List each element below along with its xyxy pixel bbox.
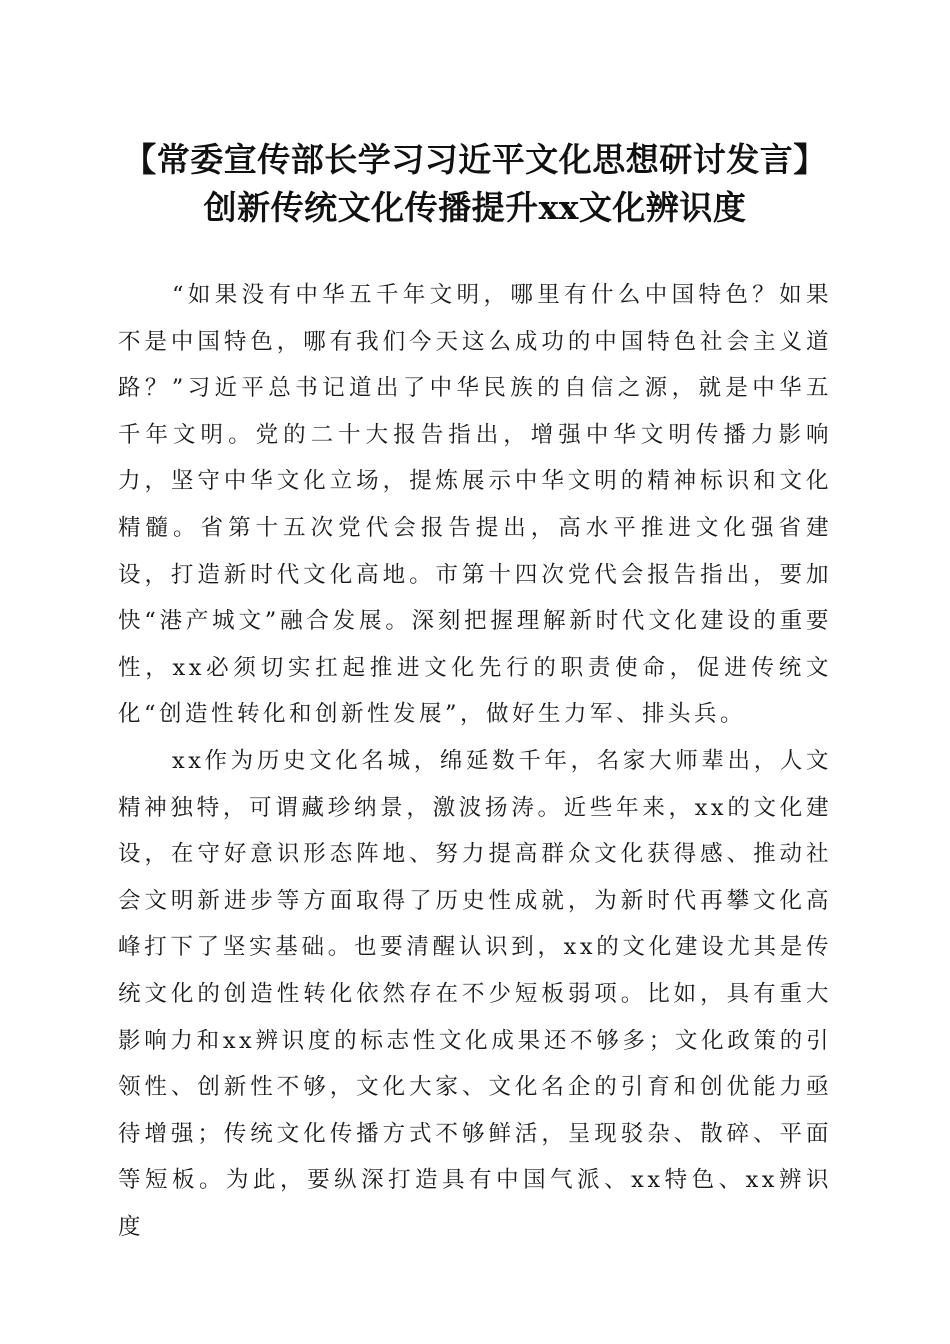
paragraph-1: “如果没有中华五千年文明，哪里有什么中国特色？如果不是中国特色，哪有我们今天这么成功的中国特色社会主义道路？”习近平总书记道出了中华民族的自信之源，就是中华五千年文明。党的二十大报告指出，增强中华文明传播力影响力，坚守中华文化立场，提炼展示中华文明的精神标识和文化精髓。省第十五次党代会报告提出，高水平推进文化强省建设，打造新时代文化高地。市第十四次党代会报告指出，要加快“港产城文”融合发展。深刻把握理解新时代文化建设的重要性，xx必须切实扛起推进文化先行的职责使命，促进传统文化“创造性转化和创新性发展”，做好生力军、排头兵。 — [118, 282, 832, 728]
document-title: 【常委宣传部长学习习近平文化思想研讨发言】创新传统文化传播提升xx文化辨识度 — [123, 140, 827, 227]
paragraph-2: xx作为历史文化名城，绵延数千年，名家大师辈出，人文精神独特，可谓藏珍纳景，激波扬涛。近些年来，xx的文化建设，在守好意识形态阵地、努力提高群众文化获得感、推动社会文明新进步等方面取得了历史性成就，为新时代再攀文化高峰打下了坚实基础。也要清醒认识到，xx的文化建设尤其是传统文化的创造性转化依然存在不少短板弱项。比如，具有重大影响力和xx辨识度的标志性文化成果还不够多；文化政策的引领性、创新性不够，文化大家、文化名企的引育和创优能力亟待增强；传统文化传播方式不够鲜活，呈现驳杂、散碎、平面等短板。为此，要纵深打造具有中国气派、xx特色、xx辨识度 — [118, 747, 832, 1240]
document-body — [118, 272, 832, 1250]
